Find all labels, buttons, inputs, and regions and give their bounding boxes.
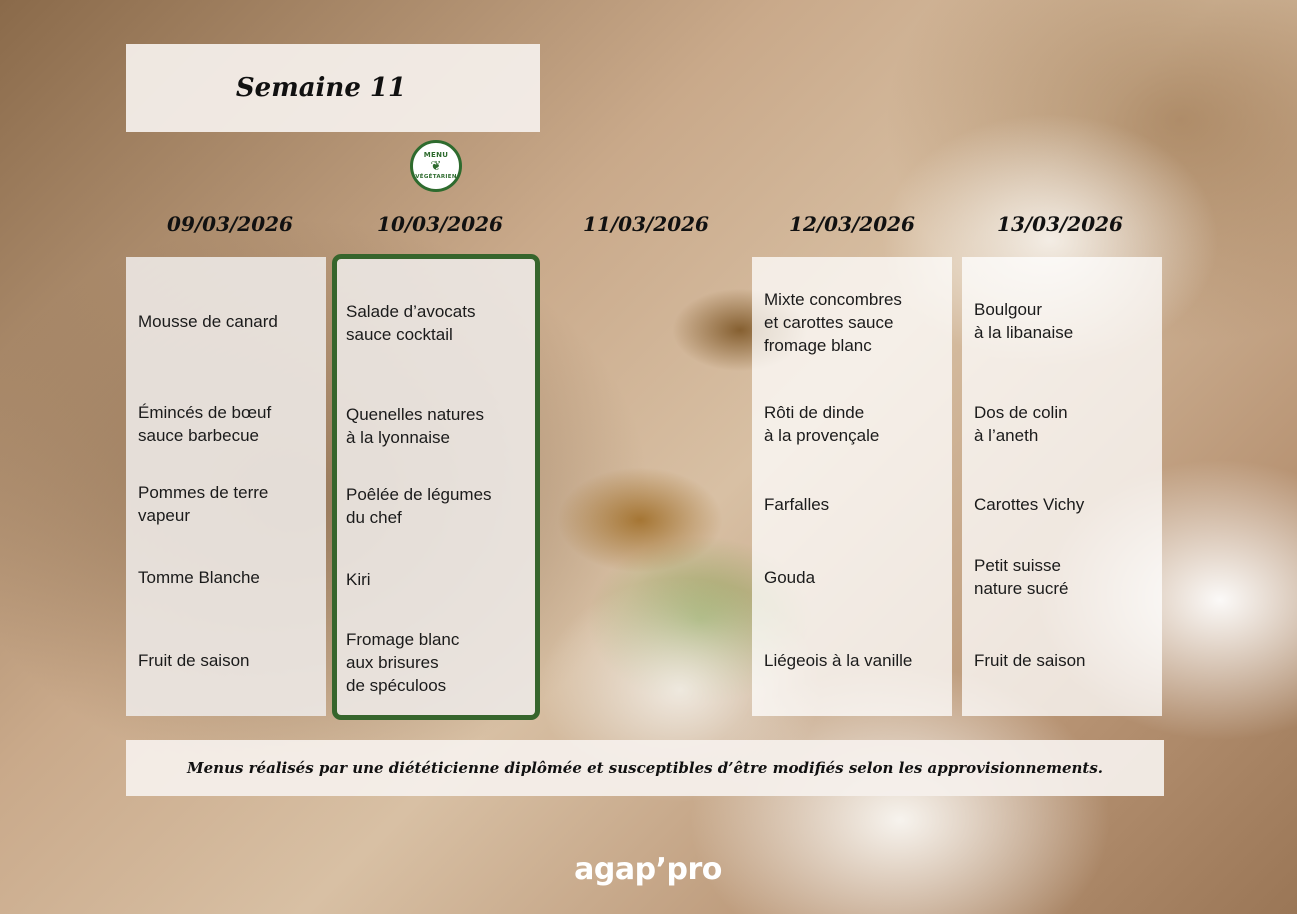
- dish-side: Farfalles: [764, 494, 830, 514]
- day-date-2: 10/03/2026: [377, 212, 503, 236]
- day-date-1: 09/03/2026: [167, 212, 293, 236]
- dish-starter: Salade d’avocats sauce cocktail: [346, 302, 476, 344]
- brand-logo: agap’pro: [574, 852, 722, 887]
- dish-dessert: Fruit de saison: [138, 650, 250, 670]
- day-date-5: 13/03/2026: [997, 212, 1123, 236]
- dish-dessert: Fruit de saison: [974, 650, 1086, 670]
- dish-dessert: Liégeois à la vanille: [764, 650, 913, 670]
- footer-box: [126, 740, 1164, 796]
- dish-cheese: Petit suisse nature sucré: [974, 556, 1069, 598]
- dish-starter: Boulgour à la libanaise: [974, 300, 1074, 342]
- dish-side: Carottes Vichy: [974, 494, 1085, 514]
- dish-cheese: Gouda: [764, 567, 816, 587]
- dish-starter: Mixte concombres et carottes sauce fromage blanc: [764, 289, 902, 355]
- leaf-icon: ❦: [430, 158, 442, 173]
- vegetarian-badge: [410, 140, 462, 192]
- dish-dessert: Fromage blanc aux brisures de spéculoos: [346, 629, 460, 695]
- veg-badge-bottom: VÉGÉTARIEN: [415, 174, 457, 180]
- veg-badge-top: MENU: [423, 151, 449, 159]
- dish-main: Quenelles natures à la lyonnaise: [346, 405, 484, 447]
- dish-side: Poêlée de légumes du chef: [346, 485, 492, 527]
- day-date-3: 11/03/2026: [583, 212, 709, 236]
- day-column-5: [962, 257, 1162, 716]
- day-column-2-vegetarian: [332, 254, 540, 720]
- footer-disclaimer: Menus réalisés par une diététicienne diplômée et susceptibles d’être modifiés selon les approvisionnements.: [187, 759, 1103, 777]
- day-date-4: 12/03/2026: [789, 212, 915, 236]
- dish-main: Dos de colin à l’aneth: [974, 403, 1068, 445]
- dish-main: Émincés de bœuf sauce barbecue: [138, 403, 272, 445]
- page-title: Semaine 11: [235, 73, 407, 103]
- dish-main: Rôti de dinde à la provençale: [764, 403, 880, 445]
- dish-starter: Mousse de canard: [138, 311, 278, 331]
- dish-cheese: Kiri: [346, 569, 371, 589]
- day-column-1: [126, 257, 326, 716]
- title-box: [126, 44, 540, 132]
- day-column-4: [752, 257, 952, 716]
- dish-cheese: Tomme Blanche: [138, 567, 260, 587]
- dish-side: Pommes de terre vapeur: [138, 483, 269, 525]
